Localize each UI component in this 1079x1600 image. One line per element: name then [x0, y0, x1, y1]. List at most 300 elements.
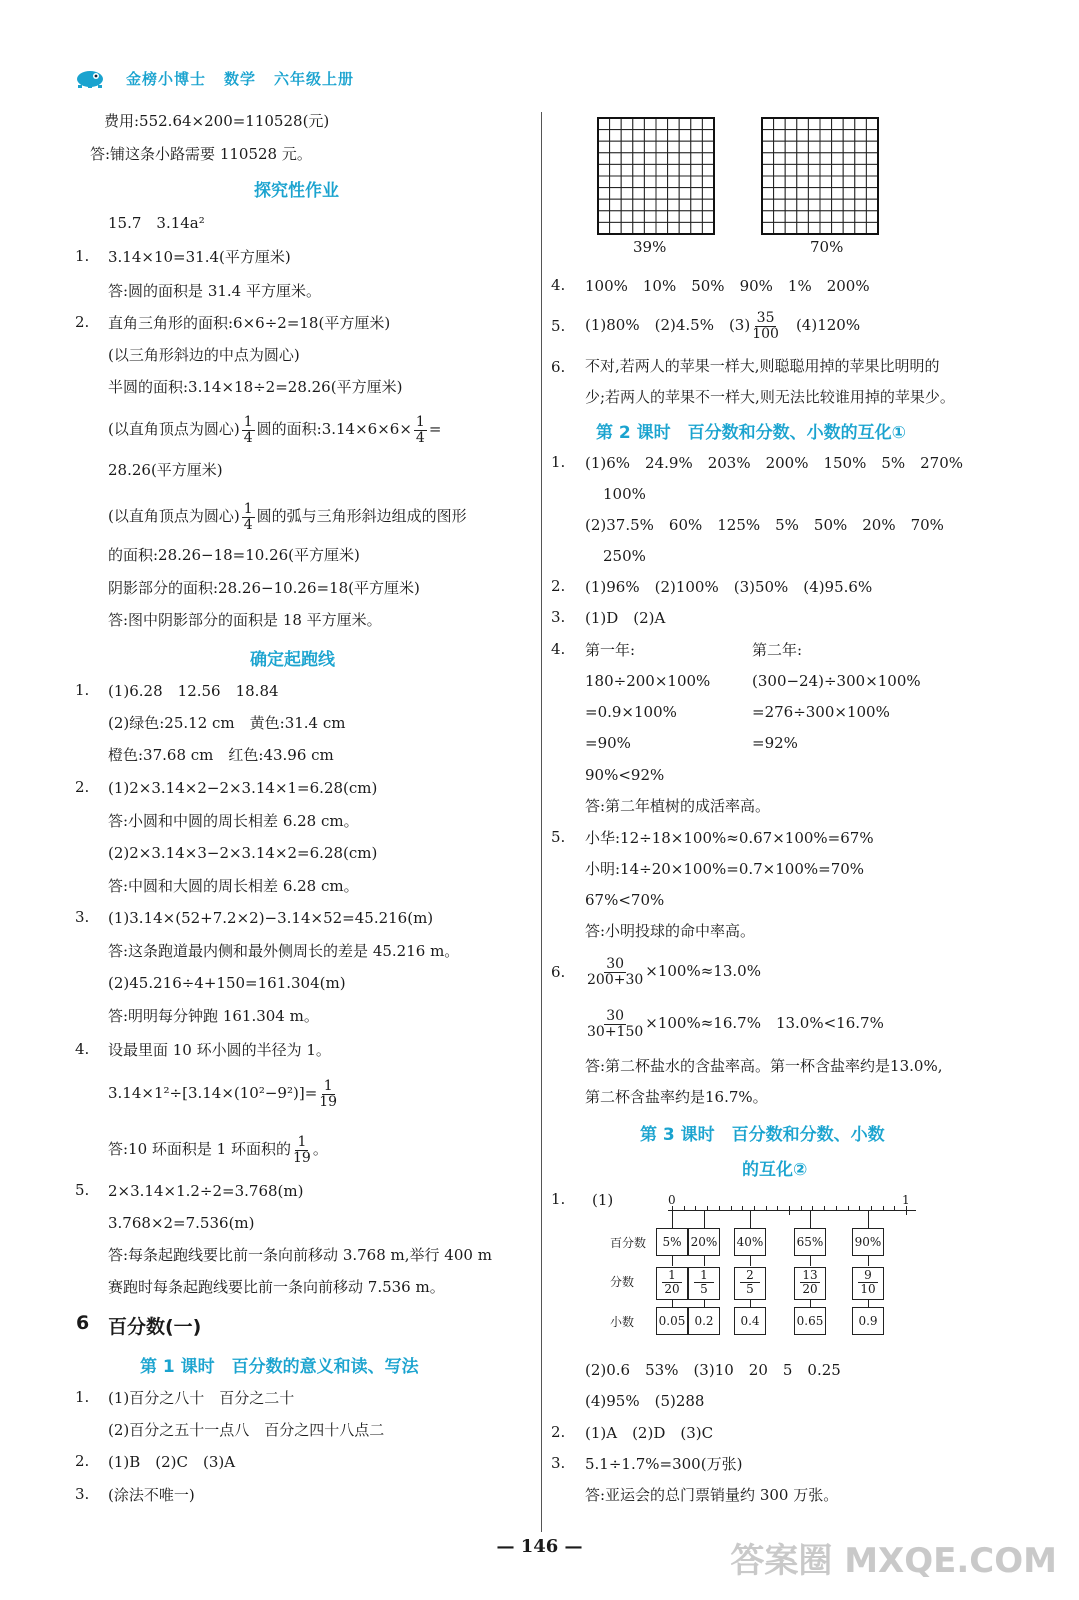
- fraction-numerator: 9: [858, 1269, 878, 1283]
- fraction-box: [656, 1267, 688, 1300]
- grid-cell: [808, 164, 820, 176]
- grid-cell: [832, 118, 844, 130]
- grid-cell: [785, 211, 797, 223]
- connector-line: [750, 1299, 751, 1307]
- grid-cell: [762, 176, 774, 188]
- grid-cell: [808, 188, 820, 200]
- text-line: (1)B (2)C (3)A: [108, 1453, 236, 1471]
- question-number: 1.: [75, 1388, 90, 1406]
- grid-cell: [656, 222, 668, 234]
- text-line: 3.768×2=7.536(m): [108, 1214, 255, 1232]
- grid-cell: [691, 188, 703, 200]
- grid-cell: [866, 141, 878, 153]
- fraction: [242, 502, 255, 533]
- grid-cell: [785, 118, 797, 130]
- text-fragment: 答:10 环面积是 1 环面积的: [108, 1140, 291, 1158]
- grid-cell: [691, 164, 703, 176]
- connector-line: [810, 1299, 811, 1307]
- grid-cell: [762, 222, 774, 234]
- percent-box: 5%: [656, 1228, 688, 1256]
- grid-cell: [633, 188, 645, 200]
- grid-cell: [656, 118, 668, 130]
- grid-cell: [633, 164, 645, 176]
- watermark-text: 答案圈 MXQE.COM: [730, 1541, 1057, 1581]
- grid-cell: [785, 199, 797, 211]
- text-line: (1)A (2)D (3)C: [585, 1424, 714, 1442]
- grid-cell: [832, 153, 844, 165]
- text-fragment: ×100%≈16.7% 13.0%<16.7%: [645, 1014, 884, 1032]
- grid-cell: [679, 199, 691, 211]
- grid-cell: [832, 211, 844, 223]
- grid-cell: [855, 222, 867, 234]
- grid-cell: [785, 153, 797, 165]
- section-heading: 的互化②: [742, 1160, 808, 1180]
- decimal-box: 0.05: [656, 1307, 688, 1335]
- grid-cell: [820, 130, 832, 142]
- subject: 数学: [224, 69, 257, 88]
- grid-cell: [774, 176, 786, 188]
- grid-cell: [808, 222, 820, 234]
- fraction-denominator: 200+30: [587, 971, 644, 988]
- grid-cell: [644, 118, 656, 130]
- grid-cell: [808, 130, 820, 142]
- grid-cell: [797, 199, 809, 211]
- decimal-box: 0.65: [794, 1307, 826, 1335]
- grid-cell: [679, 176, 691, 188]
- fraction-denominator: 10: [860, 1282, 876, 1296]
- grid-cell: [820, 141, 832, 153]
- text-line: (1)6% 24.9% 203% 200% 150% 5% 270%: [585, 454, 964, 472]
- text-line: (4)95% (5)288: [585, 1392, 705, 1410]
- grid-cell: [610, 199, 622, 211]
- fraction-denominator: 5: [700, 1282, 708, 1296]
- axis-tick: [812, 1206, 813, 1211]
- grid-cell: [797, 141, 809, 153]
- grid-cell: [691, 211, 703, 223]
- axis-tick: [801, 1206, 802, 1211]
- grid-cell: [621, 176, 633, 188]
- connector-line: [868, 1299, 869, 1307]
- grid-cell: [668, 118, 680, 130]
- grid-cell: [702, 141, 714, 153]
- grid-cell: [774, 153, 786, 165]
- text-line: 少;若两人的苹果不一样大,则无法比较谁用掉的苹果少。: [585, 388, 955, 406]
- grid-cell: [702, 164, 714, 176]
- text-fragment: ×100%≈13.0%: [645, 962, 761, 980]
- grid-cell: [832, 222, 844, 234]
- grid-cell: [691, 153, 703, 165]
- question-number: 1.: [551, 1190, 566, 1208]
- grid-cell: [691, 199, 703, 211]
- percent-box: 65%: [794, 1228, 826, 1256]
- grid-cell: [866, 130, 878, 142]
- decimal-box: 0.2: [688, 1307, 720, 1335]
- connector-line: [672, 1255, 673, 1266]
- text-line: (涂法不唯一): [108, 1486, 195, 1504]
- fraction-denominator: 4: [243, 516, 253, 533]
- fraction: [293, 1135, 311, 1166]
- fraction-numerator: 1: [243, 500, 253, 517]
- grid-cell: [621, 199, 633, 211]
- grid-cell: [633, 141, 645, 153]
- grid-cell: [832, 199, 844, 211]
- fraction-numerator: 1: [662, 1269, 682, 1283]
- text-line: 180÷200×100%: [585, 672, 711, 690]
- grid-cell: [633, 199, 645, 211]
- grid-cell: [598, 118, 610, 130]
- grid-cell: [598, 153, 610, 165]
- grid-cell: [691, 222, 703, 234]
- connector-line: [672, 1299, 673, 1307]
- grid-cell: [656, 141, 668, 153]
- grid-cell: [633, 222, 645, 234]
- q5-line: [585, 307, 860, 343]
- grid-cell: [855, 199, 867, 211]
- axis-tick: [836, 1206, 837, 1211]
- text-line: (300−24)÷300×100%: [752, 672, 921, 690]
- grid-cell: [610, 164, 622, 176]
- axis-tick: [824, 1206, 825, 1211]
- text-line: 5.1÷1.7%=300(万张): [585, 1455, 743, 1473]
- question-number: 5.: [75, 1181, 90, 1199]
- question-number: 4.: [75, 1040, 90, 1058]
- text-line: 小明:14÷20×100%=0.7×100%=70%: [585, 860, 865, 878]
- unit-title: 百分数(一): [108, 1316, 202, 1338]
- grid-cell: [644, 141, 656, 153]
- text-line: 半圆的面积:3.14×18÷2=28.26(平方厘米): [108, 378, 403, 396]
- fraction-numerator: 13: [800, 1269, 820, 1283]
- text-line: 250%: [603, 547, 646, 565]
- fraction-numerator: 1: [415, 413, 425, 430]
- grid-label: 39%: [633, 238, 667, 256]
- grid-cell: [843, 211, 855, 223]
- grid-cell: [668, 199, 680, 211]
- grid-cell: [762, 118, 774, 130]
- grid-cell: [785, 164, 797, 176]
- fraction-box: [734, 1267, 766, 1300]
- grid-cell: [621, 211, 633, 223]
- fraction-denominator: 19: [319, 1093, 338, 1110]
- grid-cell: [843, 118, 855, 130]
- grid-cell: [621, 118, 633, 130]
- percent-box: 40%: [734, 1228, 766, 1256]
- grid-cell: [762, 199, 774, 211]
- fraction-denominator: 4: [415, 429, 425, 446]
- grid-cell: [610, 222, 622, 234]
- axis-tick: [894, 1206, 895, 1211]
- grid-cell: [785, 222, 797, 234]
- grid-cell: [679, 141, 691, 153]
- grid-cell: [797, 164, 809, 176]
- text-line: =276÷300×100%: [752, 703, 890, 721]
- grid-cell: [610, 211, 622, 223]
- text-line: (1)96% (2)100% (3)50% (4)95.6%: [585, 578, 873, 596]
- axis-tick: [883, 1206, 884, 1211]
- grid-cell: [808, 176, 820, 188]
- grid-cell: [668, 164, 680, 176]
- grid-cell: [633, 176, 645, 188]
- grid-cell: [843, 222, 855, 234]
- grid-cell: [644, 153, 656, 165]
- grid-cell: [668, 176, 680, 188]
- text-line: 28.26(平方厘米): [108, 461, 223, 479]
- axis-tick: [859, 1206, 860, 1211]
- text-line: 答:第二杯盐水的含盐率高。第一杯含盐率约是13.0%,: [585, 1057, 943, 1075]
- book-header: [74, 64, 354, 92]
- fraction: [414, 415, 427, 446]
- percent-box: 90%: [852, 1228, 884, 1256]
- grid-cell: [843, 188, 855, 200]
- grid-cell: [866, 222, 878, 234]
- grid-cell: [832, 141, 844, 153]
- question-number: 4.: [551, 276, 566, 294]
- grid-cell: [832, 130, 844, 142]
- axis-end-label: 1: [902, 1193, 910, 1207]
- fraction-denominator: 4: [243, 429, 253, 446]
- grid-cell: [843, 141, 855, 153]
- grid-cell: [598, 199, 610, 211]
- grid-cell: [668, 141, 680, 153]
- text-line: 答:小明投球的命中率高。: [585, 922, 756, 940]
- question-number: 2.: [551, 577, 566, 595]
- fraction-denominator: 19: [293, 1149, 311, 1166]
- grid-cell: [855, 211, 867, 223]
- grid-cell: [866, 118, 878, 130]
- text-line: (1)6.28 12.56 18.84: [108, 682, 279, 700]
- grid-cell: [820, 176, 832, 188]
- fraction: [587, 957, 643, 988]
- number-line-axis: [668, 1210, 916, 1211]
- grid-cell: [808, 211, 820, 223]
- grid-cell: [866, 211, 878, 223]
- grid-cell: [679, 164, 691, 176]
- grid-cell: [774, 199, 786, 211]
- text-line: =90%: [585, 734, 631, 752]
- question-number: 1.: [75, 681, 90, 699]
- grid-cell: [679, 222, 691, 234]
- axis-tick: [731, 1206, 732, 1211]
- question-number: 3.: [75, 1485, 90, 1503]
- section-heading: 探究性作业: [254, 181, 339, 201]
- text-line: (1)百分之八十 百分之二十: [108, 1389, 295, 1407]
- grid-cell: [679, 118, 691, 130]
- axis-tick: [906, 1206, 907, 1215]
- text-line: 橙色:37.68 cm 红色:43.96 cm: [108, 746, 334, 764]
- grid-cell: [762, 153, 774, 165]
- text-line: (以三角形斜边的中点为圆心): [108, 346, 300, 364]
- text-line: 直角三角形的面积:6×6÷2=18(平方厘米): [108, 314, 391, 332]
- grid-cell: [808, 199, 820, 211]
- grid-cell: [668, 130, 680, 142]
- fraction-numerator: 30: [606, 955, 625, 972]
- subquestion-label: (1): [592, 1191, 614, 1209]
- grid-cell: [855, 153, 867, 165]
- grid-cell: [762, 164, 774, 176]
- grid-cell: [644, 199, 656, 211]
- connector-line: [704, 1255, 705, 1266]
- decimal-box: 0.4: [734, 1307, 766, 1335]
- grid-cell: [785, 141, 797, 153]
- connector-line: [868, 1255, 869, 1266]
- axis-tick: [742, 1206, 743, 1211]
- text-line: 答:图中阴影部分的面积是 18 平方厘米。: [108, 611, 382, 629]
- grid-cell: [644, 211, 656, 223]
- grid-cell: [679, 188, 691, 200]
- grid-cell: [633, 211, 645, 223]
- quarter-circle-line: [108, 500, 467, 533]
- grid-cell: [679, 153, 691, 165]
- text-fragment: 。: [312, 1140, 328, 1158]
- axis-tick: [754, 1206, 755, 1211]
- grid-cell: [656, 211, 668, 223]
- connector-line: [750, 1255, 751, 1266]
- grid-cell: [855, 118, 867, 130]
- text-line: 答:圆的面积是 31.4 平方厘米。: [108, 282, 321, 300]
- grid-cell: [598, 176, 610, 188]
- grid-cell: [668, 222, 680, 234]
- grid-cell: [797, 222, 809, 234]
- axis-tick: [719, 1206, 720, 1211]
- connector-line: [672, 1210, 673, 1228]
- fraction: [752, 311, 779, 342]
- question-number: 5.: [551, 828, 566, 846]
- fraction: [319, 1079, 337, 1110]
- grid-cell: [702, 118, 714, 130]
- grid-cell: [774, 130, 786, 142]
- grid-cell: [820, 211, 832, 223]
- grid-cell: [797, 130, 809, 142]
- text-fragment: 圆的面积:3.14×6×6×: [256, 420, 412, 438]
- grid-cell: [855, 130, 867, 142]
- fraction-denominator: 20: [664, 1282, 680, 1296]
- fraction: [587, 1009, 643, 1040]
- fraction-numerator: 1: [243, 413, 253, 430]
- axis-tick: [789, 1206, 790, 1215]
- grid-cell: [598, 222, 610, 234]
- grid-cell: [808, 141, 820, 153]
- text-line: 设最里面 10 环小圆的半径为 1。: [108, 1041, 331, 1059]
- text-line: 第一年:: [585, 641, 636, 659]
- grid-cell: [702, 199, 714, 211]
- grid-cell: [866, 199, 878, 211]
- q6-line-a: [585, 953, 761, 989]
- text-line: (1)2×3.14×2−2×3.14×1=6.28(cm): [108, 779, 378, 797]
- grid-cell: [668, 153, 680, 165]
- question-number: 1.: [551, 453, 566, 471]
- grid-cell: [866, 176, 878, 188]
- text-line: 答:小圆和中圆的周长相差 6.28 cm。: [108, 812, 359, 830]
- grid-cell: [843, 199, 855, 211]
- grid-cell: [702, 188, 714, 200]
- grid-cell: [820, 118, 832, 130]
- text-line: 答:亚运会的总门票销量约 300 万张。: [585, 1486, 839, 1504]
- grid-cell: [762, 141, 774, 153]
- connector-line: [750, 1210, 751, 1228]
- grid-cell: [598, 188, 610, 200]
- grid-cell: [797, 188, 809, 200]
- brand-name: 金榜小博士: [126, 69, 207, 88]
- connector-line: [810, 1255, 811, 1266]
- grid-cell: [656, 199, 668, 211]
- grid-cell: [820, 199, 832, 211]
- grid-cell: [668, 211, 680, 223]
- text-line: 不对,若两人的苹果一样大,则聪聪用掉的苹果比明明的: [585, 357, 940, 375]
- grid-cell: [621, 222, 633, 234]
- connector-line: [704, 1210, 705, 1228]
- fraction-denominator: 20: [802, 1282, 818, 1296]
- column-divider: [541, 112, 542, 1532]
- grid-cell: [633, 130, 645, 142]
- question-number: 2.: [75, 778, 90, 796]
- text-line: (2)2×3.14×3−2×3.14×2=6.28(cm): [108, 844, 378, 862]
- section-heading: 第 1 课时 百分数的意义和读、写法: [140, 1357, 419, 1377]
- grid-cell: [785, 130, 797, 142]
- grid-cell: [855, 188, 867, 200]
- grid-cell: [644, 188, 656, 200]
- grid-cell: [808, 118, 820, 130]
- grid-cell: [644, 176, 656, 188]
- grid-cell: [797, 118, 809, 130]
- question-number: 3.: [75, 908, 90, 926]
- section-heading: 第 2 课时 百分数和分数、小数的互化①: [596, 423, 907, 443]
- grid-cell: [843, 130, 855, 142]
- fraction-numerator: 1: [323, 1077, 333, 1094]
- question-number: 2.: [75, 313, 90, 331]
- text-line: 答:这条跑道最内侧和最外侧周长的差是 45.216 m。: [108, 942, 460, 960]
- text-line: 2×3.14×1.2÷2=3.768(m): [108, 1182, 304, 1200]
- text-fragment: (以直角顶点为圆心): [108, 420, 240, 438]
- grid-cell: [610, 118, 622, 130]
- grid-cell: [797, 153, 809, 165]
- grid-cell: [702, 222, 714, 234]
- grid-cell: [621, 164, 633, 176]
- text-line: 第二年:: [752, 641, 803, 659]
- text-line: (2)百分之五十一点八 百分之四十八点二: [108, 1421, 385, 1439]
- fraction-numerator: 1: [694, 1269, 714, 1283]
- grid-cell: [832, 164, 844, 176]
- grid-cell: [621, 141, 633, 153]
- axis-start-label: 0: [668, 1193, 676, 1207]
- unit-number: 6: [76, 1312, 90, 1334]
- grid-cell: [832, 188, 844, 200]
- section-heading: 第 3 课时 百分数和分数、小数: [640, 1125, 885, 1145]
- grid-cell: [621, 188, 633, 200]
- fraction-box: [794, 1267, 826, 1300]
- text-line: 的面积:28.26−18=10.26(平方厘米): [108, 546, 360, 564]
- grid-cell: [610, 153, 622, 165]
- text-line: =0.9×100%: [585, 703, 677, 721]
- text-line: 15.7 3.14a²: [108, 214, 205, 232]
- grid-cell: [656, 153, 668, 165]
- text-line: 答:明明每分钟跑 161.304 m。: [108, 1007, 319, 1025]
- grid-cell: [774, 118, 786, 130]
- fraction-denominator: 30+150: [587, 1023, 644, 1040]
- text-line: (2)绿色:25.12 cm 黄色:31.4 cm: [108, 714, 346, 732]
- row-label: 百分数: [610, 1236, 647, 1250]
- text-line: 100% 10% 50% 90% 1% 200%: [585, 277, 870, 295]
- text-line: (2)45.216÷4+150=161.304(m): [108, 974, 346, 992]
- fraction-numerator: 30: [606, 1007, 625, 1024]
- grid-cell: [855, 164, 867, 176]
- question-number: 6.: [551, 358, 566, 376]
- row-label: 小数: [610, 1315, 635, 1329]
- text-fragment: 3.14×1²÷[3.14×(10²−9²)]=: [108, 1084, 318, 1102]
- grid-cell: [644, 164, 656, 176]
- fraction: [242, 415, 255, 446]
- grid-cell: [820, 153, 832, 165]
- fraction-numerator: 1: [297, 1133, 307, 1150]
- connector-line: [868, 1210, 869, 1228]
